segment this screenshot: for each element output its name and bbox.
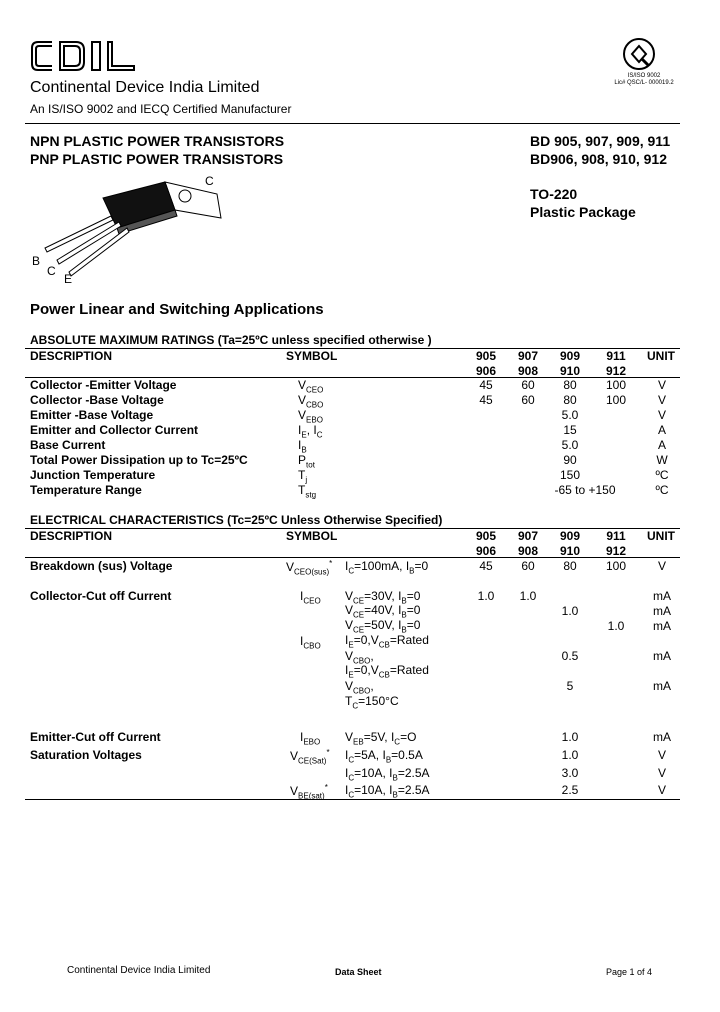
package-name: TO-220 [530,186,578,202]
npn-part-numbers: BD 905, 907, 909, 911 [530,133,671,149]
cutoff-cond-7: $V_{CBO}$, [345,679,374,696]
abs-row-value: 5.0 [561,438,579,452]
cdil-logo [30,38,136,74]
abs-row-symbol: $V_{CBO}$ [298,393,324,410]
footer-page-number: Page 1 of 4 [606,967,653,977]
elec-col-symbol: SYMBOL [286,529,338,543]
emitter-cutoff-symbol: $I_{EBO}$ [300,730,321,747]
abs-col-symbol: SYMBOL [286,349,338,363]
cert-line-1: IS/ISO 9002 [627,73,661,79]
saturation-r1-v3: 1.0 [561,748,579,762]
emitter-cutoff-description: Emitter-Cut off Current [30,730,161,744]
abs-row-description: Junction Temperature [30,468,156,482]
elec-col-911: 911 [606,529,626,543]
abs-row-unit: A [657,438,666,452]
abs-col-description: DESCRIPTION [30,349,113,363]
abs-row-symbol: $T_{stg}$ [298,483,317,500]
saturation-cond-2: $I_C=10A$, $I_B=2.5A$ [345,766,430,783]
elec-col-910: 910 [559,544,581,558]
abs-row-value: 90 [563,453,577,467]
cutoff-r3-v4: 1.0 [607,619,625,633]
abs-row-description: Temperature Range [30,483,142,497]
elec-col-description: DESCRIPTION [30,529,113,543]
saturation-r1-unit: V [657,748,666,762]
abs-row-value: -65 to +150 [554,483,616,497]
saturation-r2-v3: 3.0 [561,766,579,780]
abs-col-906: 906 [475,364,497,378]
logo-text: CDIL [30,38,33,39]
company-tagline: An IS/ISO 9002 and IECQ Certified Manufacturer [30,102,292,116]
abs-row-value: 60 [521,393,535,407]
abs-row-description: Emitter -Base Voltage [30,408,154,422]
cutoff-cond-2: $V_{CE}=40V$, $I_B=0$ [345,603,421,620]
cutoff-cond-1: $V_{CE}=30V$, $I_B=0$ [345,589,421,606]
abs-row-value: 80 [563,393,577,407]
saturation-description: Saturation Voltages [30,748,142,762]
abs-row-value: 45 [479,378,493,392]
abs-row-symbol: $P_{tot}$ [298,453,315,470]
elec-col-909: 909 [559,529,581,543]
npn-title: NPN PLASTIC POWER TRANSISTORS [30,133,285,149]
elec-header-divider [25,557,680,558]
cutoff-cond-5: $V_{CBO}$, [345,649,374,666]
abs-row-symbol: $T_j$ [298,468,308,485]
abs-col-908: 908 [517,364,539,378]
abs-row-value: 60 [521,378,535,392]
breakdown-v3: 80 [563,559,577,573]
cutoff-r5-unit: mA [653,649,671,663]
cutoff-r1-v1: 1.0 [477,589,495,603]
cutoff-r1-v2: 1.0 [519,589,537,603]
cutoff-cond-3: $V_{CE}=50V$, $I_B=0$ [345,618,421,635]
abs-row-unit: V [657,408,666,422]
pnp-title: PNP PLASTIC POWER TRANSISTORS [30,151,284,167]
abs-row-unit: V [657,378,666,392]
certification-mark-icon [622,37,656,71]
cutoff-r2-v3: 1.0 [561,604,579,618]
footer-data-sheet: Data Sheet [335,967,382,977]
cutoff-cond-8: $T_C=150^\circ C$ [345,694,399,711]
cutoff-r7-unit: mA [653,679,671,693]
breakdown-symbol: $V_{CEO(sus)}^*$ [286,559,333,577]
breakdown-v2: 60 [521,559,535,573]
elec-col-unit: UNIT [647,529,675,543]
pin-label-collector-tab: C [205,174,214,188]
elec-col-906: 906 [475,544,497,558]
abs-row-value: 80 [563,378,577,392]
abs-row-description: Total Power Dissipation up to Tc=25ºC [30,453,248,467]
cert-line-2: Lic# QSC/L- 000019.2 [614,80,674,86]
certification-text [612,73,676,87]
saturation-r3-unit: V [657,783,666,797]
abs-row-description: Collector -Emitter Voltage [30,378,177,392]
cutoff-r7-v3: 5 [566,679,574,693]
emitter-cutoff-condition: $V_{EB}=5V$, $I_C=O$ [345,730,417,747]
elec-col-912: 912 [605,544,627,558]
abs-row-value: 5.0 [561,408,579,422]
footer-company: Continental Device India Limited [67,965,211,976]
pnp-part-numbers: BD906, 908, 910, 912 [530,151,667,167]
package-type: Plastic Package [530,204,636,220]
header-divider [25,123,680,124]
breakdown-condition: $I_C=100mA$, $I_B=0$ [345,559,429,576]
elec-bottom-divider [25,799,680,800]
abs-row-symbol: $V_{EBO}$ [298,408,323,425]
cutoff-cond-6: $I_E=0,V_{CB}=Rated$ [345,663,429,680]
pin-label-emitter: E [64,272,73,286]
abs-row-unit: V [657,393,666,407]
abs-row-value: 100 [605,393,627,407]
abs-row-description: Base Current [30,438,106,452]
pin-label-collector: C [47,264,56,278]
elec-heading: ELECTRICAL CHARACTERISTICS (Tc=25ºC Unless Otherwise Specified) [30,513,443,527]
abs-row-unit: ºC [655,468,669,482]
to220-package-drawing [25,170,235,290]
saturation-r3-v3: 2.5 [561,783,579,797]
cutoff-r5-v3: 0.5 [561,649,579,663]
abs-row-value: 45 [479,393,493,407]
elec-col-908: 908 [517,544,539,558]
saturation-symbol-vce: $V_{CE(Sat)}^*$ [290,748,330,766]
abs-row-value: 15 [563,423,577,437]
elec-col-907: 907 [517,529,539,543]
abs-col-909: 909 [559,349,581,363]
abs-col-910: 910 [559,364,581,378]
breakdown-unit: V [657,559,666,573]
abs-row-symbol: $I_B$ [298,438,307,455]
emitter-cutoff-unit: mA [653,730,671,744]
cutoff-r1-unit: mA [653,589,671,603]
saturation-symbol-vbe: $V_{BE(sat)}^*$ [290,783,328,801]
abs-row-value: 100 [605,378,627,392]
abs-row-unit: ºC [655,483,669,497]
cutoff-r3-unit: mA [653,619,671,633]
emitter-cutoff-v3: 1.0 [561,730,579,744]
abs-col-911: 911 [606,349,626,363]
saturation-cond-1: $I_C=5A$, $I_B=0.5A$ [345,748,423,765]
pin-label-base: B [32,254,41,268]
abs-col-912: 912 [605,364,627,378]
breakdown-v4: 100 [605,559,627,573]
cutoff-symbol-icbo: $I_{CBO}$ [300,634,321,651]
cutoff-cond-4: $I_E=0,V_{CB}=Rated$ [345,633,429,650]
cutoff-symbol-iceo: $I_{CEO}$ [300,589,321,606]
saturation-r2-unit: V [657,766,666,780]
abs-row-value: 150 [559,468,581,482]
cutoff-description: Collector-Cut off Current [30,589,172,603]
elec-col-905: 905 [475,529,497,543]
abs-row-symbol: $I_E$, $I_C$ [298,423,323,440]
abs-col-unit: UNIT [647,349,675,363]
abs-row-description: Emitter and Collector Current [30,423,199,437]
saturation-cond-3: $I_C=10A$, $I_B=2.5A$ [345,783,430,800]
company-name: Continental Device India Limited [30,79,260,96]
abs-row-unit: A [657,423,666,437]
application-subtitle: Power Linear and Switching Applications [30,301,324,318]
cutoff-r2-unit: mA [653,604,671,618]
abs-col-905: 905 [475,349,497,363]
abs-max-heading: ABSOLUTE MAXIMUM RATINGS (Ta=25ºC unless specified otherwise ) [30,333,432,347]
breakdown-description: Breakdown (sus) Voltage [30,559,173,573]
breakdown-v1: 45 [479,559,493,573]
abs-row-description: Collector -Base Voltage [30,393,164,407]
abs-row-unit: W [656,453,668,467]
abs-row-symbol: $V_{CEO}$ [298,378,324,395]
abs-col-907: 907 [517,349,539,363]
